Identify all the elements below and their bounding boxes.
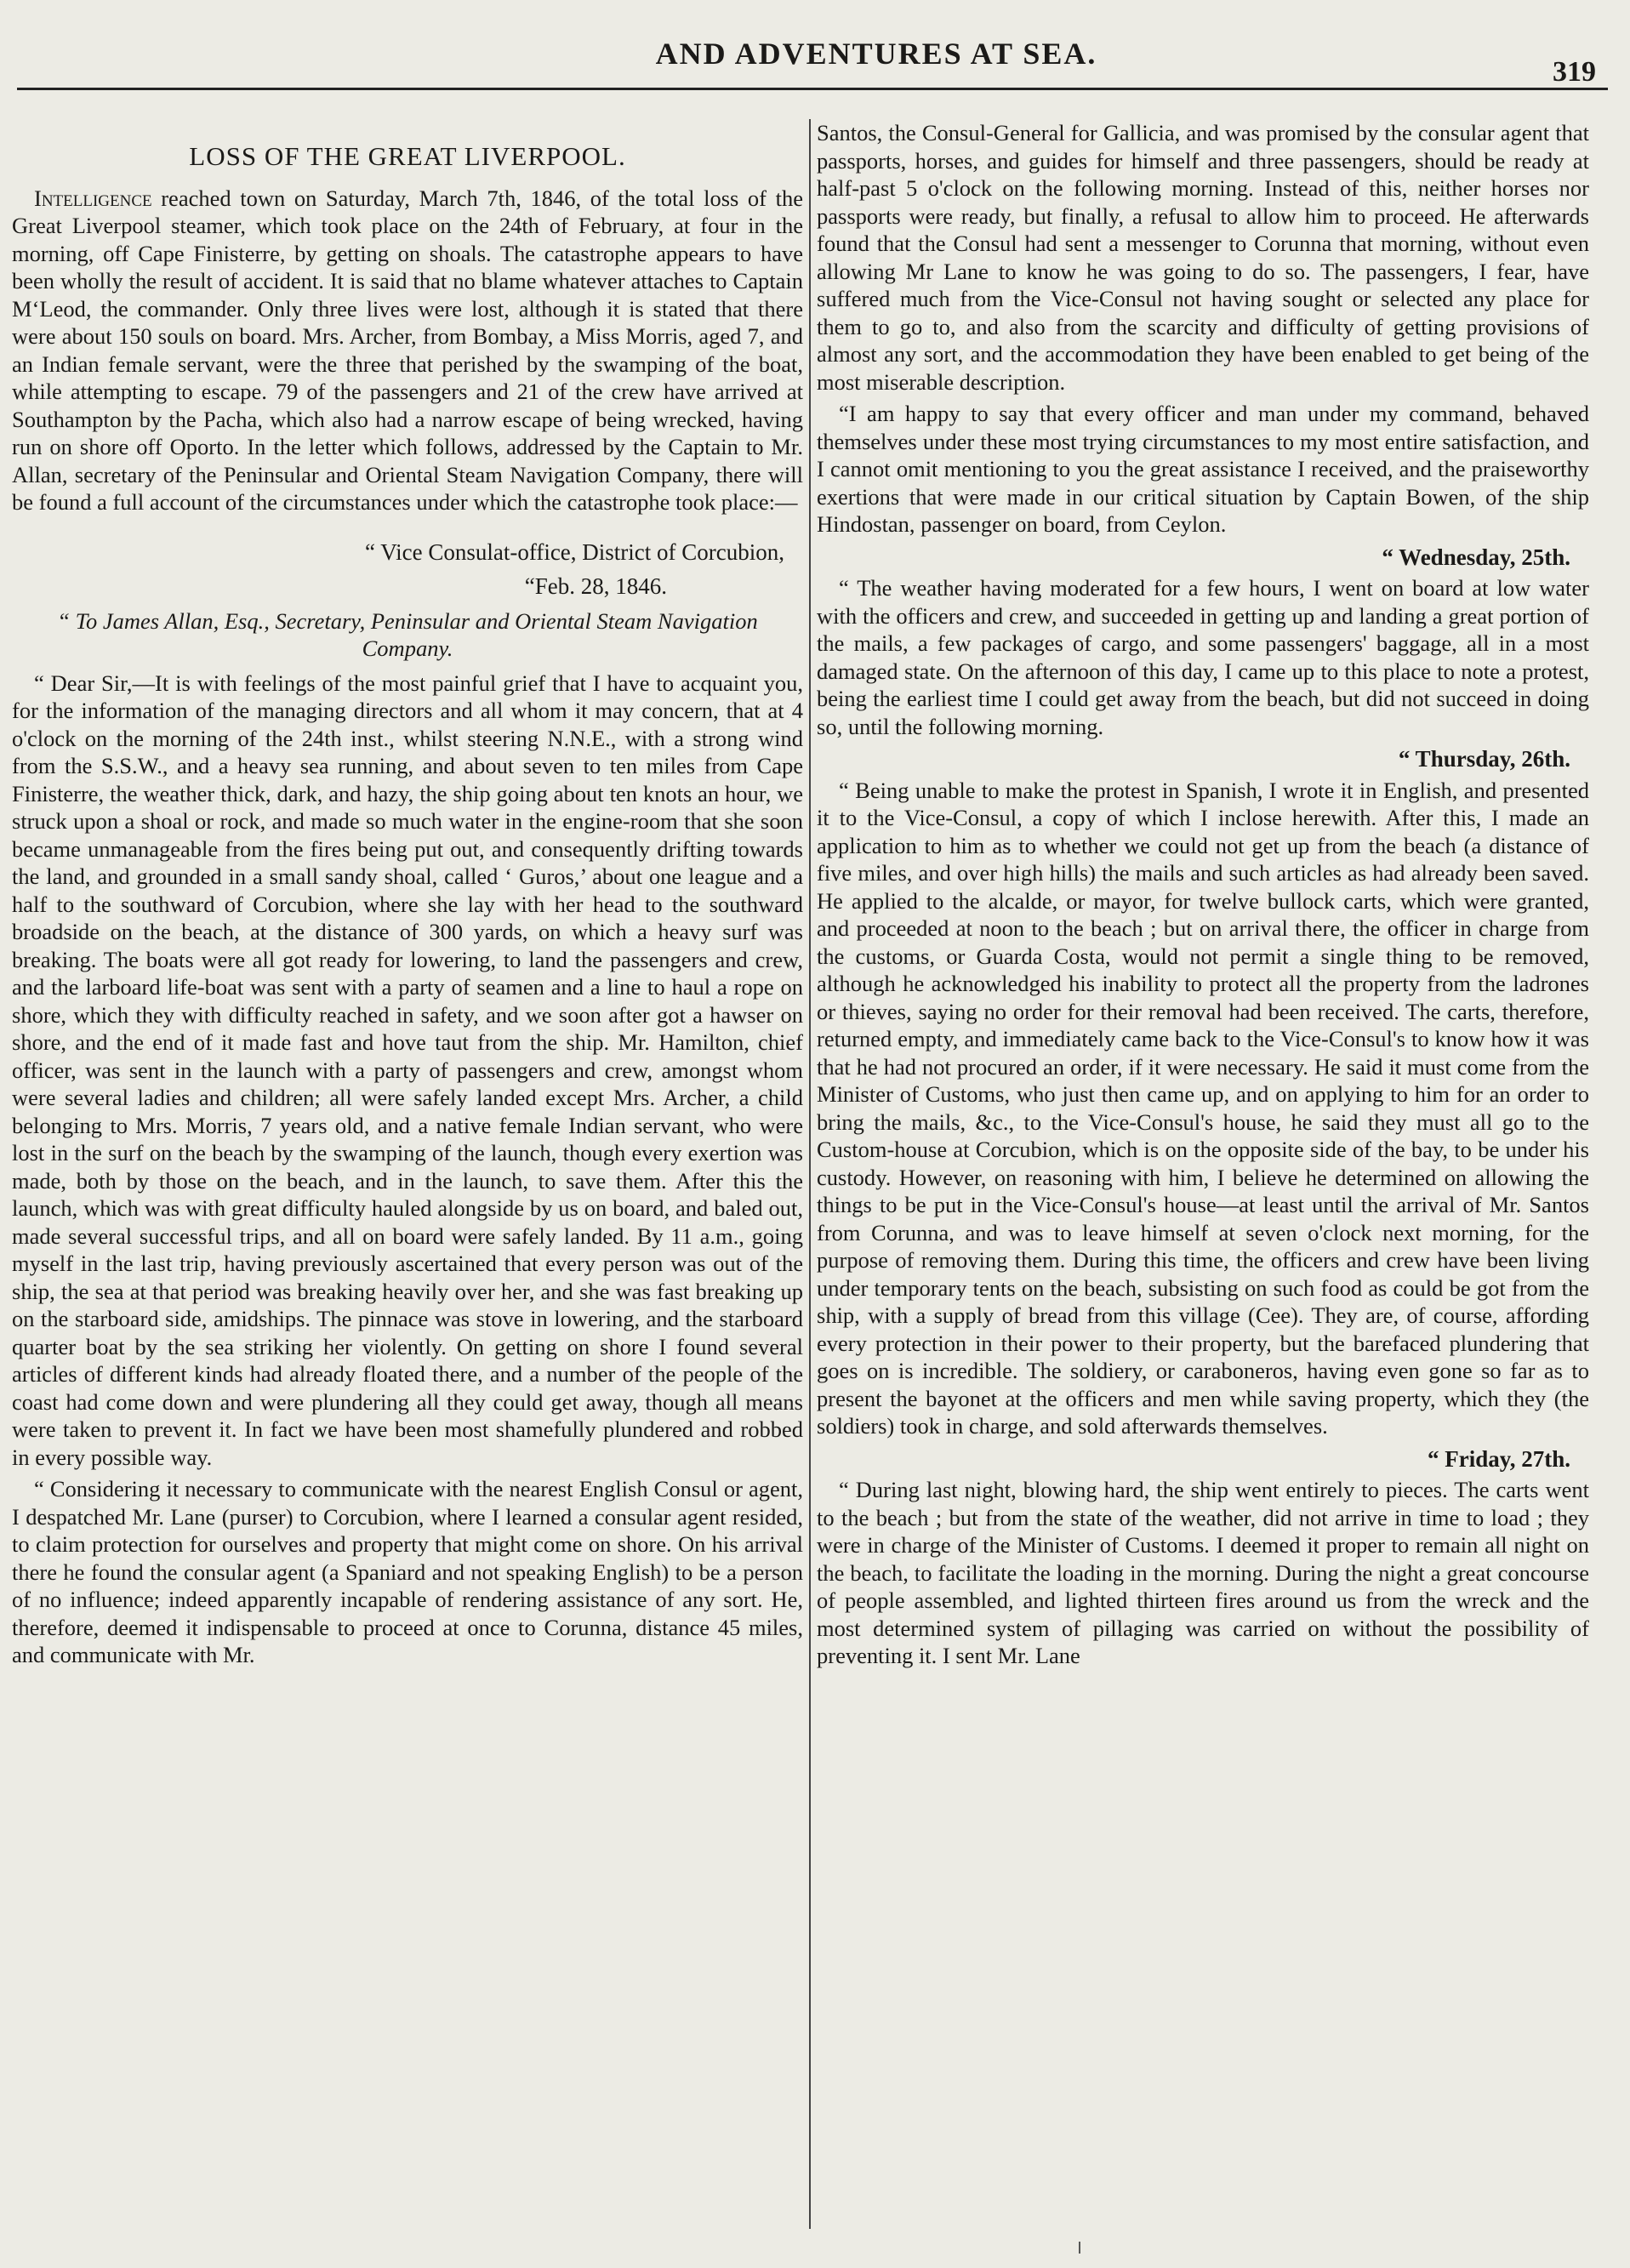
lead-word: Intelligence: [34, 185, 152, 211]
letter-addressee: “ To James Allan, Esq., Secretary, Peninsular and Oriental Steam Navigation Company.: [57, 607, 758, 661]
print-mark: [1079, 2242, 1080, 2254]
continued-paragraph: Santos, the Consul-General for Gallicia, and was promised by the consular agent that passports, horses, and guides for himself and three passengers, should be ready at half-past 5 o'clock on the following morning. Instead of this, neither horses nor passports were ready, but finally, a refusal to allow him to proceed. He afterwards found that the Consul had sent a messenger to Corunna that morning, without even allowing Mr Lane to know he was going to do so. The passengers, I fear, have suffered much from the Vice-Consul not having sought or selected any place for them to go to, and also from the scarcity and difficulty of getting provisions of almost any sort, and the accommodation they have been enabled to get being of the most miserable description.: [817, 120, 1589, 395]
header-rule: [17, 88, 1608, 90]
date-line: “Feb. 28, 1846.: [524, 573, 667, 599]
article-title: LOSS OF THE GREAT LIVERPOOL.: [189, 141, 626, 171]
date-heading-thursday: “ Thursday, 26th.: [1398, 746, 1570, 772]
intro-paragraph: [12, 185, 803, 516]
letter-paragraph: “I am happy to say that every officer and man under my command, behaved themselves under these most trying circumstances to my most entire satisfaction, and I cannot omit mentioning to you the great assistance I received, and the praiseworthy exertions that were made in our critical situation by Captain Bowen, of the ship Hindostan, passenger on board, from Ceylon.: [817, 401, 1589, 537]
right-column: [817, 119, 1589, 1674]
running-head: AND ADVENTURES AT SEA.: [655, 37, 1097, 71]
left-column: [12, 119, 803, 1673]
date-heading-friday: “ Friday, 27th.: [1427, 1445, 1570, 1472]
letter-paragraph: “ During last night, blowing hard, the ship went entirely to pieces. The carts went to the beach ; but from the state of the weather, did not arrive in time to load ; they were in charge of the Minister of Customs. I deemed it proper to remain all night on the beach, to facilitate the loading in the morning. During the night a great concourse of people assembled, and lighted thirteen fires around us from the wreck and the most determined system of pillaging was carried on without the possibility of preventing it. I sent Mr. Lane: [817, 1477, 1589, 1668]
intro-text: reached town on Saturday, March 7th, 1846, of the total loss of the Great Liverpool steamer, which took place on the 24th of February, at four in the morning, off Cape Finisterre, by getting on shoals. The catastrophe appears to have been wholly the result of accident. It is said that no blame whatever attaches to Captain M‘Leod, the commander. Only three lives were lost, although it is stated that there were about 150 souls on board. Mrs. Archer, from Bombay, a Miss Morris, aged 7, and an Indian female servant, were the three that perished by the swamping of the boat, while attempting to escape. 79 of the passengers and 21 of the crew have arrived at Southampton by the Pacha, which also had a narrow escape of being wrecked, having run on shore off Oporto. In the letter which follows, addressed by the Captain to Mr. Allan, secretary of the Peninsular and Oriental Steam Navigation Company, there will be found a full account of the circumstances under which the catastrophe took place:—: [12, 185, 803, 515]
letter-paragraph: “ The weather having moderated for a few hours, I went on board at low water with the officers and crew, and succeeded in getting up and landing a great portion of the mails, a few packages of cargo, and some passengers' baggage, all in a most damaged state. On the afternoon of this day, I came up to this place to note a protest, being the earliest time I could get away from the beach, but did not succeed in doing so, until the following morning.: [817, 575, 1589, 739]
letter-paragraph: “ Dear Sir,—It is with feelings of the most painful grief that I have to acquaint you, for the information of the managing directors and all whom it may concern, that at 4 o'clock on the morning of the 24th inst., whilst steering N.N.E., with a strong wind from the S.S.W., and a heavy sea running, and about seven to ten miles from Cape Finisterre, the weather thick, dark, and hazy, the ship going about ten knots an hour, we struck upon a shoal or rock, and made so much water in the engine-room that she soon became unmanageable from the fires being put out, and consequently drifting towards the land, and grounded in a small sandy shoal, called ‘ Guros,’ about one league and a half to the southward of Corcubion, where she lay with her head to the southward broadside on the beach, at the distance of 300 yards, on which a heavy surf was breaking. The boats were all got ready for lowering, to land the passengers and crew, and the larboard life-boat was sent with a party of seamen and a line to haul a rope on shore, which they with difficulty reached in safety, and we soon after got a hawser on shore, and the end of it made fast and hove taut from the ship. Mr. Hamilton, chief officer, was sent in the launch with a party of passengers and crew, amongst whom were several ladies and children; all were safely landed except Mrs. Archer, a child belonging to Mrs. Morris, 7 years old, and a native female Indian servant, who were lost in the surf on the beach by the swamping of the launch, though every exertion was made, both by those on the beach, and in the launch, to save them. After this the launch, which was with great difficulty hauled alongside by us on board, and baled out, made several successful trips, and all on board were safely landed. By 11 a.m., going myself in the last trip, having previously ascertained that every person was out of the ship, the sea at that period was breaking heavily over her, and she was fast breaking up on the starboard side, amidships. The pinnace was stove in lowering, and the starboard quarter boat by the sea striking her violently. On getting on shore I found several articles of different kinds had already floated there, and a number of the people of the coast had come down and were plundering all they could get away, though all means were taken to prevent it. In fact we have been most shamefully plundered and robbed in every possible way.: [12, 670, 803, 1470]
page-number: 319: [1553, 56, 1596, 88]
letter-paragraph: “ Being unable to make the protest in Spanish, I wrote it in English, and presented it to the Vice-Consul, a copy of which I inclose herewith. After this, I made an application to him as to whether we could not get up from the beach (a distance of five miles, and over high hills) the mails and such articles as had already been saved. He applied to the alcalde, or mayor, for twelve bullock carts, which were granted, and proceeded at noon to the beach ; but on arrival there, the officer in charge from the customs, or Guarda Costa, would not permit a single thing to be removed, although he acknowledged his inability to protect all the property from the ladrones or thieves, saying no order for their removal had been received. The carts, therefore, returned empty, and immediately came back to the Vice-Consul's to know how it was that he had not procured an order, if it were necessary. He said it must come from the Minister of Customs, who just then came up, and on applying to him for an order to bring the mails, &c., to the Vice-Consul's house, he said they must all go to the Custom-house at Corcubion, which is on the opposite side of the bay, to be under his custody. However, on reasoning with him, I believe he determined on allowing the things to be put in the Vice-Consul's house—at least until the arrival of Mr. Santos from Corunna, and was to leave himself at seven o'clock next morning, for the purpose of removing them. During this time, the officers and crew have been living under temporary tents on the beach, subsisting on such food as could be got from the ship, with a supply of bread from this village (Cee). They are, of course, affording every protection in their power to their property, but the barefaced plundering that goes on is incredible. The soldiery, or caraboneros, having even gone so far as to present the bayonet at the officers and men while saving property, which they (the soldiers) took in charge, and sold afterwards themselves.: [817, 777, 1589, 1439]
office-line: “ Vice Consulat-office, District of Corcubion,: [364, 539, 784, 565]
date-heading-wednesday: “ Wednesday, 25th.: [1382, 544, 1570, 570]
letter-paragraph: “ Considering it necessary to communicate with the nearest English Consul or agent, I despatched Mr. Lane (purser) to Corcubion, where I learned a consular agent resided, to claim protection for ourselves and property that might come on shore. On his arrival there he found the consular agent (a Spaniard and not speaking English) to be a person of no influence; indeed apparently incapable of rendering assistance of any sort. He, therefore, deemed it indispensable to proceed at once to Corunna, distance 45 miles, and communicate with Mr.: [12, 1476, 803, 1667]
column-rule: [809, 119, 811, 2229]
